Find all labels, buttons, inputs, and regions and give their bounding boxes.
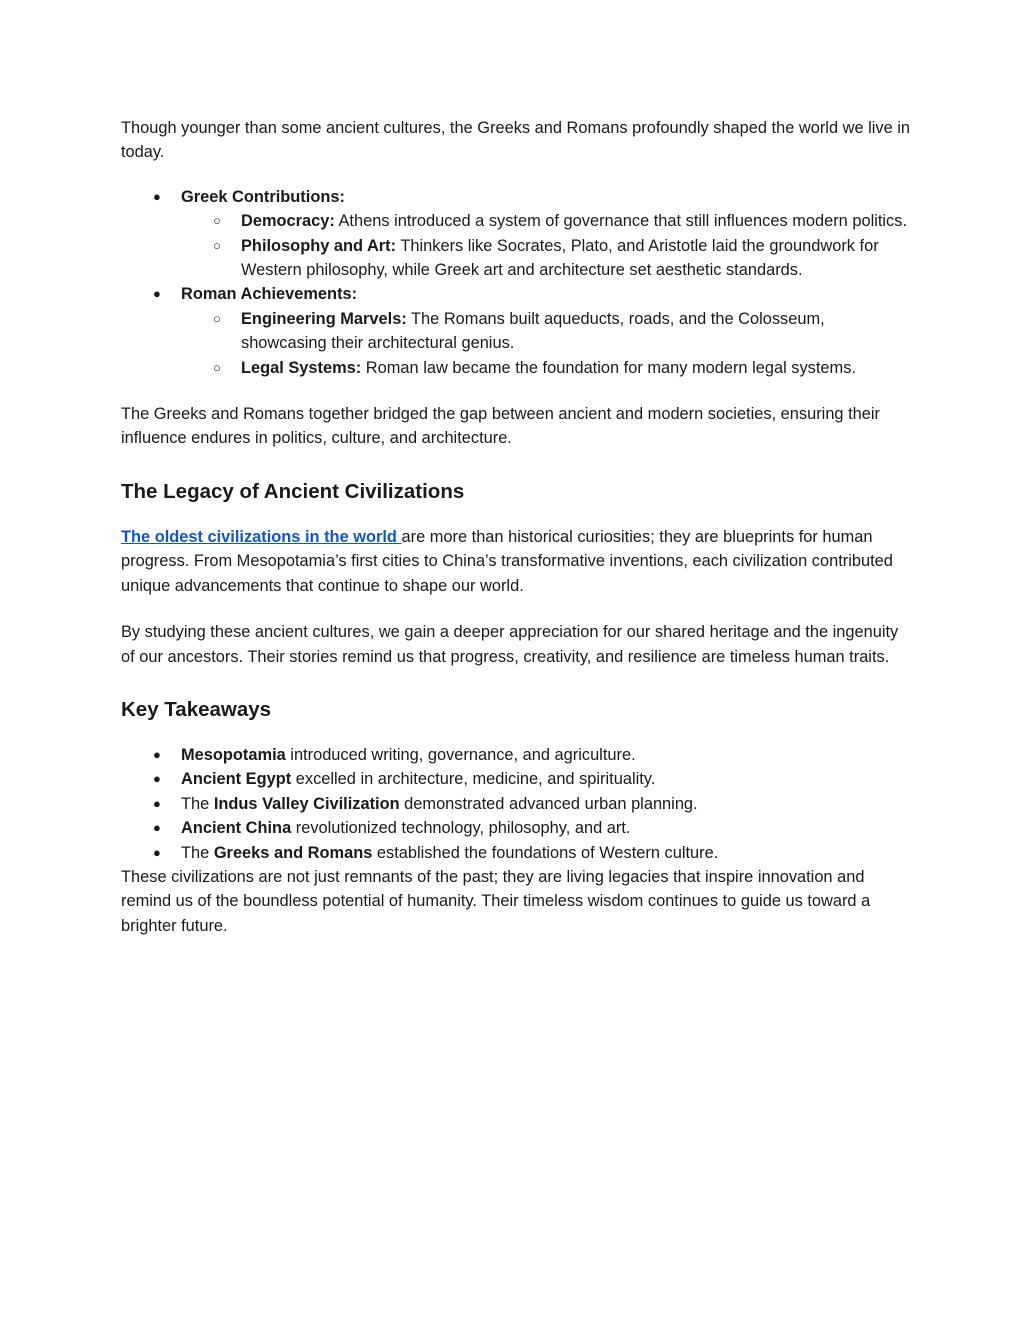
list-item-greek xyxy=(121,185,911,283)
legacy-paragraph-2: By studying these ancient cultures, we gain a deeper appreciation for our shared heritage and the ingenuity of our ancestors. Their stories remind us that progress, creativity, and resilience are timeless human traits. xyxy=(121,623,899,666)
item-label: Philosophy and Art: xyxy=(241,236,397,255)
item-text: Athens introduced a system of governance that still influences modern politics. xyxy=(334,212,908,231)
takeaway-post: excelled in architecture, medicine, and spirituality. xyxy=(291,770,656,789)
intro-paragraph: Though younger than some ancient cultures, the Greeks and Romans profoundly shaped the world we live in today. xyxy=(121,119,911,162)
sublist-item xyxy=(181,356,911,380)
takeaway-bold: Ancient China xyxy=(181,819,292,838)
item-text: Roman law became the foundation for many modern legal systems. xyxy=(361,358,856,377)
sublist-item xyxy=(181,307,911,356)
legacy-heading: The Legacy of Ancient Civilizations xyxy=(121,479,465,503)
item-text: Thinkers like Socrates, Plato, and Aristotle laid the groundwork for Western philosophy, while Greek art and architecture set aesthetic standards. xyxy=(241,236,879,280)
circle-bullet-icon: ○ xyxy=(213,310,221,326)
circle-bullet-icon: ○ xyxy=(213,213,221,229)
key-takeaways-heading: Key Takeaways xyxy=(121,697,272,721)
bullet-icon: ● xyxy=(153,795,161,811)
takeaway-bold: Indus Valley Civilization xyxy=(213,794,400,813)
takeaway-item xyxy=(121,816,911,840)
takeaway-post: introduced writing, governance, and agriculture. xyxy=(285,745,636,764)
sublist-item xyxy=(181,234,911,283)
item-label: Legal Systems: xyxy=(241,358,362,377)
key-takeaways-list xyxy=(121,743,911,865)
item-label: Democracy: xyxy=(241,212,335,231)
bullet-icon: ● xyxy=(153,286,161,302)
takeaway-item xyxy=(121,743,911,767)
item-text: The Romans built aqueducts, roads, and the Colosseum, showcasing their architectural genius. xyxy=(241,309,825,353)
takeaway-pre: The xyxy=(181,794,214,813)
bullet-icon: ● xyxy=(153,188,161,204)
roman-heading: Roman Achievements: xyxy=(181,285,358,304)
takeaway-pre: The xyxy=(181,843,214,862)
takeaway-post: revolutionized technology, philosophy, and art. xyxy=(291,819,631,838)
takeaway-bold: Mesopotamia xyxy=(181,745,286,764)
oldest-civilizations-link[interactable]: The oldest civilizations in the world xyxy=(121,527,402,546)
item-label: Engineering Marvels: xyxy=(241,309,407,328)
takeaway-post: established the foundations of Western culture. xyxy=(372,843,719,862)
takeaway-post: demonstrated advanced urban planning. xyxy=(399,794,698,813)
sublist-item xyxy=(181,209,911,233)
document-page xyxy=(121,116,911,938)
circle-bullet-icon: ○ xyxy=(213,359,221,375)
legacy-paragraph-1 xyxy=(121,525,911,598)
roman-sublist xyxy=(181,307,911,380)
circle-bullet-icon: ○ xyxy=(213,237,221,253)
contributions-list xyxy=(121,185,911,380)
greek-sublist xyxy=(181,209,911,282)
list-item-roman xyxy=(121,282,911,380)
takeaway-item xyxy=(121,792,911,816)
greek-heading: Greek Contributions: xyxy=(181,187,345,206)
bullet-icon: ● xyxy=(153,820,161,836)
takeaway-bold: Ancient Egypt xyxy=(181,770,292,789)
takeaway-item xyxy=(121,841,911,865)
summary-paragraph: The Greeks and Romans together bridged the gap between ancient and modern societies, ensuring their influence endures in politics, culture, and architecture. xyxy=(121,405,880,448)
bullet-icon: ● xyxy=(153,746,161,762)
bullet-icon: ● xyxy=(153,844,161,860)
legacy-paragraph-1-text: are more than historical curiosities; they are blueprints for human progress. From Mesopotamia’s first cities to China’s transformative inventions, each civilization contributed unique advancements that continue to shape our world. xyxy=(121,527,893,595)
bullet-icon: ● xyxy=(153,771,161,787)
takeaway-item xyxy=(121,767,911,791)
closing-paragraph: These civilizations are not just remnants of the past; they are living legacies that inspire innovation and remind us of the boundless potential of humanity. Their timeless wisdom continues to guide us toward a brighter future. xyxy=(121,867,871,935)
takeaway-bold: Greeks and Romans xyxy=(213,843,373,862)
